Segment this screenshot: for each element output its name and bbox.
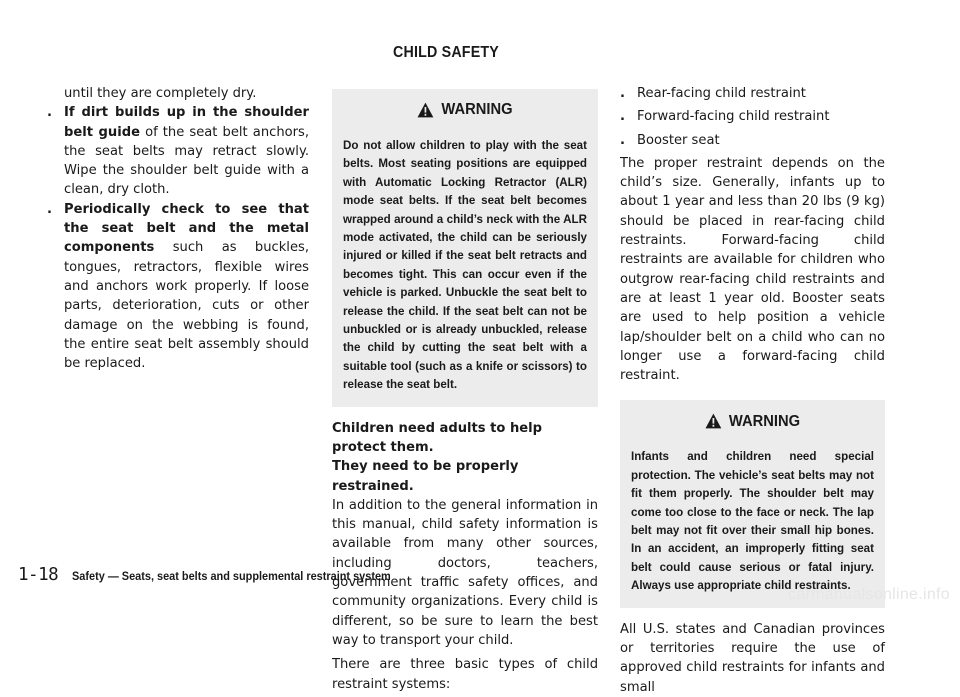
bullet-text: such as buckles, tongues, retractors, flexible wires and anchors work properly. If loose parts, deterioration, cuts or other damage on the webbing is found, the entire seat belt assembly should be replaced. — [64, 240, 309, 372]
warning-box — [620, 400, 885, 607]
bullet-icon: . — [47, 201, 52, 217]
list-item-label: Rear-facing child restraint — [637, 86, 806, 101]
bullet-icon: . — [620, 109, 625, 125]
page-number: 1-18 — [18, 565, 59, 585]
warning-triangle-icon — [417, 102, 434, 118]
warning-box — [332, 89, 598, 407]
list-item — [620, 131, 885, 150]
warning-header — [641, 410, 865, 432]
paragraph: There are three basic types of child restraint systems: — [332, 657, 598, 692]
list-item — [620, 107, 885, 126]
footer-section-title: Safety — Seats, seat belts and supplemental restraint system — [72, 571, 391, 583]
warning-header — [353, 99, 577, 121]
warning-text: Do not allow children to play with the seat belts. Most seating positions are equipped with Automatic Locking Retractor (ALR) mode seat belts. If the seat belt becomes wrapped around a child’s neck with the ALR mode activated, the child can be seriously injured or killed if the seat belt retracts and becomes tight. This can occur even if the vehicle is parked. Unbuckle the seat belt to release the child. If the seat belt can not be unbuckled or is already unbuckled, release the child by cutting the seat belt with a suitable tool (such as a knife or scissors) to release the seat belt. — [343, 139, 587, 392]
bullet-bold-text: Periodically check to see that the seat belt and the metal components — [64, 201, 309, 256]
column-right — [620, 84, 885, 697]
paragraph: In addition to the general information in this manual, child safety information is available from many other sources, including doctors, teachers, government traffic safety offices, and community organizations. Every child is different, so be sure to learn the best way to transport your child. — [332, 497, 598, 648]
watermark: carmanualsonline.info — [788, 586, 950, 603]
intro-text: until they are completely dry. — [64, 86, 257, 101]
list-item-label: Booster seat — [637, 132, 720, 148]
bullet-icon: . — [47, 105, 52, 121]
paragraph: The proper restraint depends on the child’s size. Generally, infants up to about 1 year and less than 20 lbs (9 kg) should be placed in rear-facing child restraints. Forward-facing child restraints are available for children who outgrow rear-facing child restraints and are at least 1 year old. Booster seats are used to help position a vehicle lap/shoulder belt on a child who can no longer use a forward-facing child restraint. — [620, 155, 885, 384]
bullet-bold-text: If dirt builds up in the shoulder belt guide — [64, 105, 309, 140]
list-item-label: Forward-facing child restraint — [637, 109, 830, 125]
list-item — [47, 103, 309, 199]
section-heading: They need to be properly restrained. — [332, 459, 519, 494]
bullet-icon: . — [620, 86, 625, 101]
list-item — [47, 200, 309, 374]
warning-title: WARNING — [728, 412, 801, 430]
bullet-icon: . — [620, 132, 625, 148]
list-item — [620, 84, 885, 103]
warning-title: WARNING — [441, 101, 513, 119]
warning-text: Infants and children need special protection. The vehicle’s seat belts may not fit them properly. The shoulder belt may come too close to the face or neck. The lap belt may not fit over their small hip bones. In an accident, an improperly fitting seat belt could cause serious or fatal injury. Always use appropriate child restraints. — [631, 450, 874, 593]
page-header: CHILD SAFETY — [393, 44, 500, 61]
warning-triangle-icon — [705, 413, 722, 429]
column-left — [47, 84, 309, 373]
page-footer — [18, 565, 408, 585]
column-middle — [332, 89, 598, 694]
bullet-text: of the seat belt anchors, the seat belts may retract slowly. Wipe the shoulder belt guide with a clean, dry cloth. — [64, 124, 309, 198]
paragraph: All U.S. states and Canadian provinces or territories require the use of approved child restraints for infants and small — [620, 621, 885, 695]
section-heading: Children need adults to help protect them. — [332, 420, 543, 455]
